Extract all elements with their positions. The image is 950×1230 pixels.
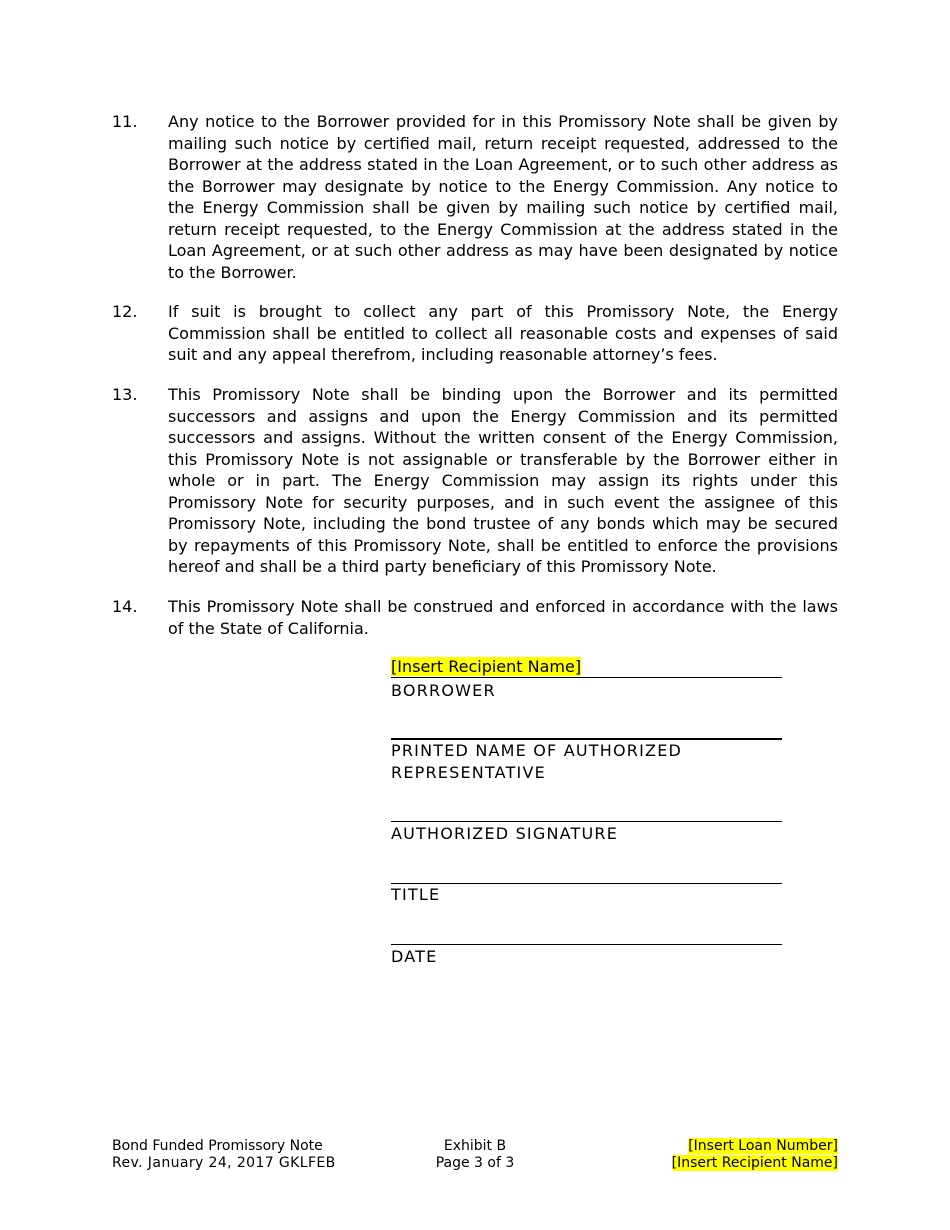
footer-recipient-placeholder: [Insert Recipient Name] (671, 1155, 838, 1171)
recipient-name-field[interactable] (391, 657, 782, 676)
date-line[interactable] (391, 944, 782, 945)
printed-name-line[interactable] (391, 738, 782, 740)
paragraph-14 (112, 596, 838, 639)
date-label: DATE (391, 947, 438, 966)
printed-name-label-line1: PRINTED NAME OF AUTHORIZED (391, 741, 683, 760)
paragraph-number: 12. (112, 302, 138, 321)
footer-center (375, 1138, 575, 1172)
footer-document-title: Bond Funded Promissory Note (112, 1138, 323, 1154)
footer-page-number: Page 3 of 3 (435, 1155, 515, 1171)
title-line[interactable] (391, 883, 782, 884)
paragraph-11 (112, 111, 838, 283)
paragraph-text: This Promissory Note shall be binding upon the Borrower and its permitted successors and assigns and upon the Energy Commission and its permitted successors and assigns. Without the written consent of the Energy Commission, this Promissory Note is not assignable or transferable by the Borrower either in whole or in part. The Energy Commission may assign its rights under this Promissory Note for security purposes, and in such event the assignee of this Promissory Note, including the bond trustee of any bonds which may be secured by repayments of this Promissory Note, shall be entitled to enforce the provisions hereof and shall be a third party beneficiary of this Promissory Note. (168, 385, 838, 576)
paragraph-number: 13. (112, 385, 138, 404)
footer-revision: Rev. January 24, 2017 GKLFEB (112, 1155, 336, 1171)
printed-name-label-line2: REPRESENTATIVE (391, 763, 546, 782)
authorized-signature-label: AUTHORIZED SIGNATURE (391, 824, 619, 843)
footer-right (672, 1138, 838, 1172)
borrower-signature-line (391, 677, 782, 678)
footer-exhibit: Exhibit B (443, 1138, 507, 1154)
title-label: TITLE (391, 885, 441, 904)
loan-number-placeholder: [Insert Loan Number] (688, 1138, 838, 1154)
paragraph-text: Any notice to the Borrower provided for in this Promissory Note shall be given by mailing such notice by certified mail, return receipt requested, addressed to the Borrower at the address stated in the Loan Agreement, or to such other address as the Borrower may designate by notice to the Energy Commission. Any notice to the Energy Commission shall be given by mailing such notice by certified mail, return receipt requested, to the Energy Commission at the address stated in the Loan Agreement, or at such other address as may have been designated by notice to the Borrower. (168, 112, 838, 282)
footer-left (112, 1138, 336, 1172)
paragraph-text: This Promissory Note shall be construed and enforced in accordance with the laws of the State of California. (168, 597, 838, 638)
paragraph-text: If suit is brought to collect any part of this Promissory Note, the Energy Commission shall be entitled to collect all reasonable costs and expenses of said suit and any appeal therefrom, including reasonable attorney’s fees. (168, 302, 838, 364)
authorized-signature-line[interactable] (391, 821, 782, 822)
paragraph-13 (112, 384, 838, 578)
paragraph-12 (112, 301, 838, 366)
recipient-name-placeholder: [Insert Recipient Name] (391, 657, 582, 676)
borrower-label: BORROWER (391, 681, 496, 700)
paragraph-number: 11. (112, 112, 138, 131)
paragraph-number: 14. (112, 597, 138, 616)
